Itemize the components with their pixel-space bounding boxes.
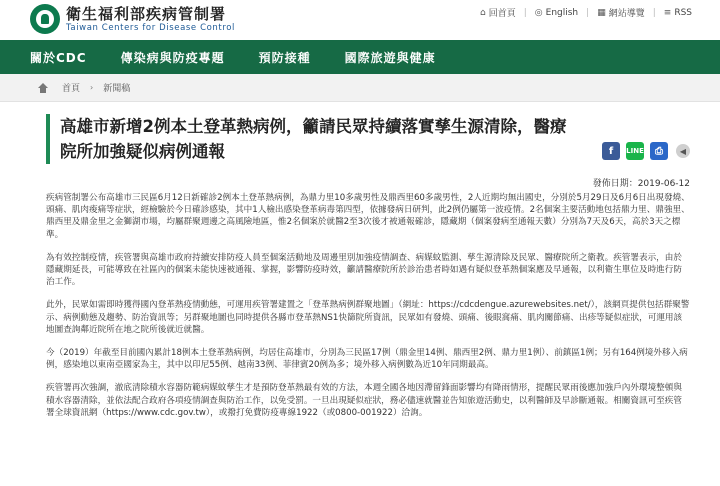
share-bar — [596, 142, 690, 160]
breadcrumb-separator: › — [90, 83, 94, 92]
article-paragraph: 今（2019）年截至目前國內累計18例本土登革熱病例，均居住高雄市，分別為三民區17例（鼎金里14例、鼎西里2例、鼎力里1例）、前鎮區1例；另有164例境外移入病例，感染地以東南亞國家為主，其中以印尼55例、越南33例、菲律賓20例為多；境外移入病例數為近10年同期最高。 — [46, 348, 688, 371]
nav-item-diseases[interactable]: 傳染病與防疫專題 — [120, 50, 225, 65]
english-link[interactable]: ◎ English — [534, 7, 579, 18]
article-paragraph: 疾管署再次強調，澈底清除積水容器防範病媒蚊孳生才是預防登革熱最有效的方法，本週全國各地因滯留鋒面影響均有降雨情形，提醒民眾雨後應加強戶內外環境整頓與積水容器清除，並依法配合政府各項疫情調查與防治工作，以免受罰。一旦出現疑似症狀，務必儘速就醫並告知旅遊活動史，以利醫師及早診斷通報。相關資訊可至疾管署全球資訊網（https://www.cdc.gov.tw），或撥打免費防疫專線1922（或0800-001922）洽詢。 — [46, 383, 682, 418]
print-button[interactable]: ⎙ — [650, 142, 668, 160]
sitemap-icon: ▦ — [597, 7, 606, 18]
article-body — [46, 192, 690, 419]
article-paragraph: 此外，民眾如需即時獲得國內登革熱疫情動態，可運用疾管署建置之「登革熱病例群聚地圖」（網址：https://cdcdengue.azurewebsites.net/），該網頁提供包括群聚警示、病例動態及趨勢、防治資訊等；另群聚地圖也同時提供各縣市登革熱NS1快篩院所資訊，民眾如有發燒、頭痛、後眼窩痛、肌肉關節痛、出疹等疑似症狀，可運用該地圖查詢鄰近院所在地之院所後就近就醫。 — [46, 300, 690, 335]
top-header — [0, 0, 720, 40]
rss-link[interactable]: ≡ RSS — [663, 7, 692, 18]
article-title: 高雄市新增2例本土登革熱病例，籲請民眾持續落實孳生源清除，醫療院所加強疑似病例通報 — [60, 117, 567, 161]
breadcrumb-news[interactable]: 新聞稿 — [103, 84, 131, 94]
publish-date: 發佈日期：2019-06-12 — [592, 179, 690, 189]
cdc-logo-icon — [30, 4, 60, 34]
nav-item-travel-health[interactable]: 國際旅遊與健康 — [344, 50, 436, 65]
home-icon: ⌂ — [480, 7, 486, 18]
article — [0, 114, 720, 419]
link-separator: | — [586, 7, 590, 18]
breadcrumb-home[interactable]: 首頁 — [62, 84, 81, 94]
article-paragraph: 疾病管制署公布高雄市三民區6月12日新確診2例本土登革熱病例，為鼎力里10多歲男性及鼎西里60多歲男性，2人近期均無出國史，分別於5月29日及6月6日出現發燒、頭痛、肌肉痠痛等症狀，經檢驗於今日確診感染，其中1人檢出感染登革病毒第四型，依據發病日研判，此2例仍屬第一波疫情。2名個案主要活動地包括鼎力里、鼎強里、鼎西里及鼎金里之金獅湖市場，均屬群聚週邊之高風險地區，惟2名個案於就醫2至3次後才被通報確診，隱藏期（個案發病至通報天數）分別為7天及6天，高於3天之標準。 — [46, 193, 690, 240]
nav-item-vaccination[interactable]: 預防接種 — [258, 50, 311, 65]
facebook-share-button[interactable]: f — [602, 142, 620, 160]
article-paragraph: 為有效控制疫情，疾管署與高雄市政府持續安排防疫人員至個案活動地及周邊里別加強疫情調查、病媒蚊監測、孳生源清除及民眾、醫療院所之衛教。疾管署表示，由於隱藏期延長，可能導致在社區內的個案未能快速被通報、掌握，影響防疫時效，籲請醫療院所於診治患者時如遇有疑似登革熱個案應及早通報，以利衛生單位及時進行防治工作。 — [46, 252, 682, 288]
logo-title-zh: 衛生福利部疾病管制署 — [66, 4, 227, 23]
back-icon[interactable]: ◀ — [676, 144, 690, 158]
logo-title-en: Taiwan Centers for Disease Control — [66, 22, 235, 33]
breadcrumb — [0, 74, 720, 102]
nav-item-about-cdc[interactable]: 關於CDC — [30, 50, 87, 65]
home-icon[interactable] — [38, 83, 48, 93]
utility-links — [480, 6, 692, 19]
main-nav — [0, 40, 720, 74]
globe-icon: ◎ — [534, 7, 543, 18]
line-share-button[interactable]: LINE — [626, 142, 644, 160]
site-logo[interactable] — [30, 4, 235, 34]
home-link[interactable]: ⌂ 回首頁 — [480, 7, 516, 19]
link-separator: | — [523, 7, 527, 18]
rss-icon: ≡ — [663, 7, 672, 18]
link-separator: | — [652, 7, 656, 18]
sitemap-link[interactable]: ▦ 網站導覽 — [597, 7, 645, 19]
